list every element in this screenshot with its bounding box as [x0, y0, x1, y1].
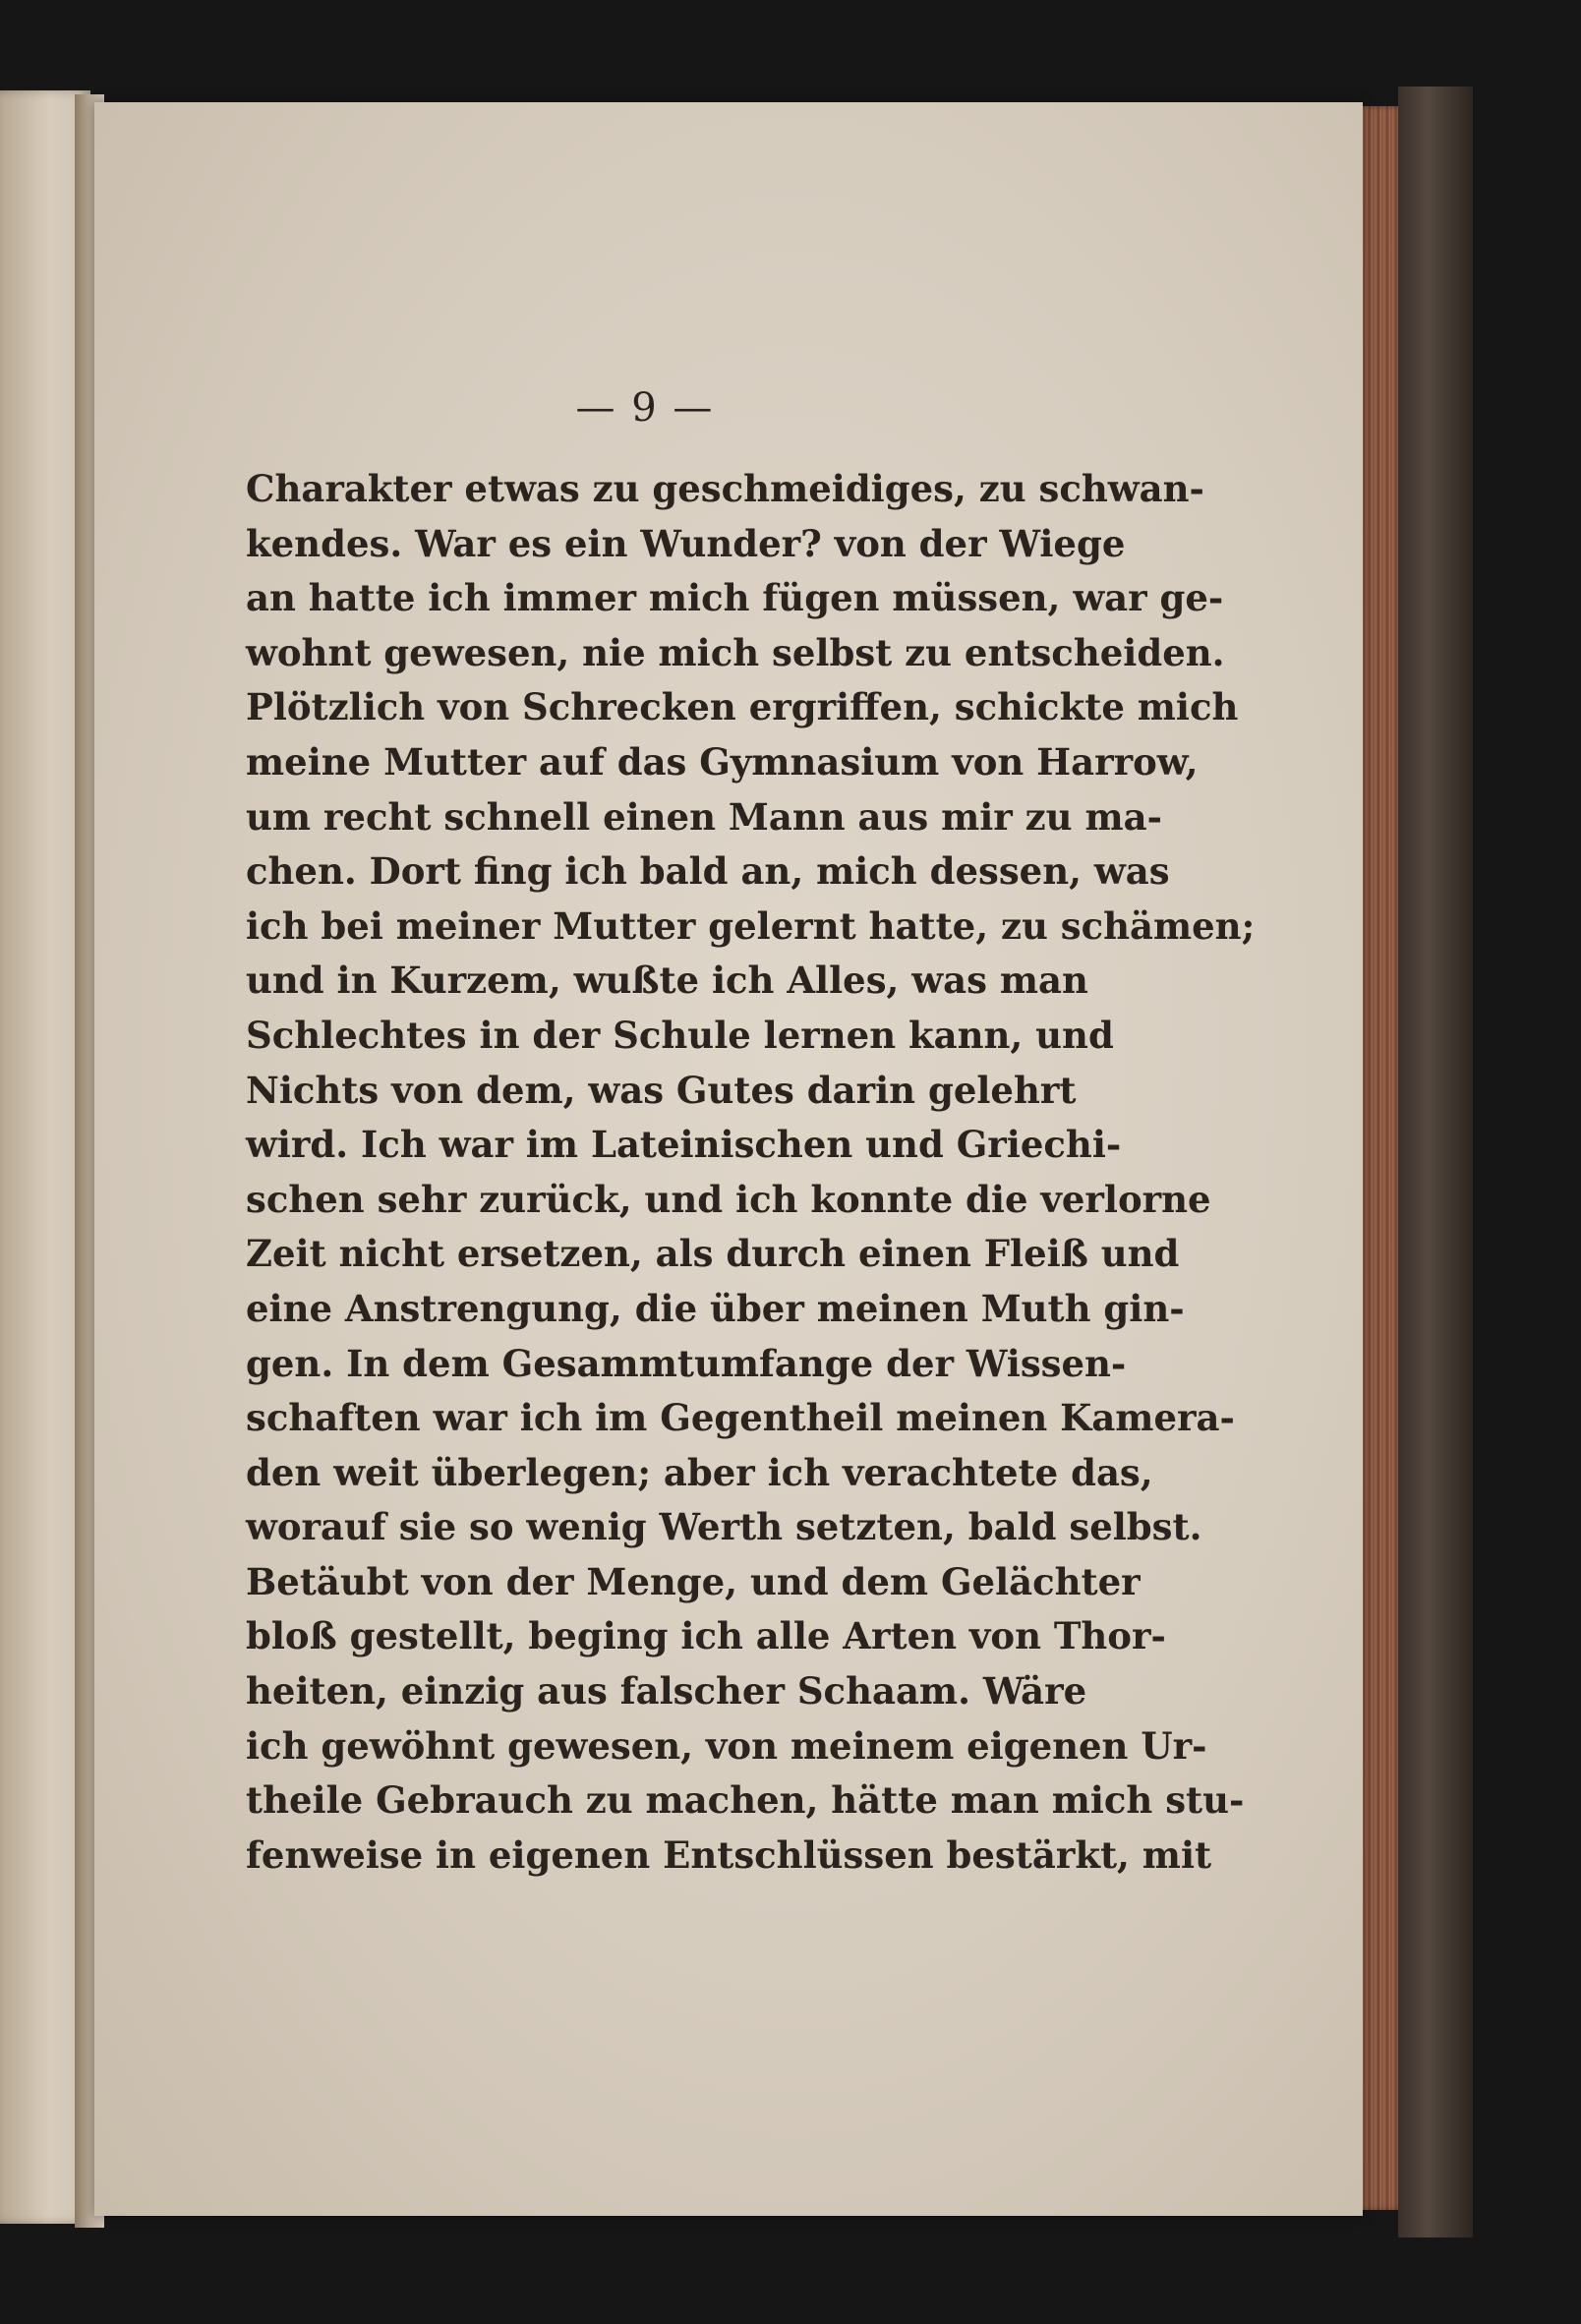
- text-line-3: an hatte ich immer mich fügen müssen, war ge-: [246, 576, 1224, 620]
- text-line-25: theile Gebrauch zu machen, hätte man mich stu-: [246, 1778, 1245, 1823]
- text-line-4: wohnt gewesen, nie mich selbst zu entscheiden.: [246, 630, 1225, 674]
- page-number-header: — 9 —: [575, 385, 715, 431]
- text-line-22: bloß gestellt, beging ich alle Arten von Thor-: [246, 1614, 1166, 1658]
- text-line-1: Charakter etwas zu geschmeidiges, zu schwan-: [246, 467, 1204, 510]
- text-line-21: Betäubt von der Menge, und dem Gelächter: [246, 1559, 1141, 1603]
- text-line-20: worauf sie so wenig Werth setzten, bald selbst.: [246, 1505, 1202, 1549]
- text-line-8: chen. Dort fing ich bald an, mich dessen, was: [246, 849, 1170, 894]
- text-line-6: meine Mutter auf das Gymnasium von Harrow,: [246, 739, 1199, 784]
- text-line-18: schaften war ich im Gegentheil meinen Kamera-: [246, 1396, 1235, 1440]
- text-line-16: eine Anstrengung, die über meinen Muth gin-: [246, 1286, 1185, 1330]
- book-cover-right: [1398, 87, 1473, 2237]
- text-line-10: und in Kurzem, wußte ich Alles, was man: [246, 959, 1088, 1003]
- text-line-7: um recht schnell einen Mann aus mir zu ma-: [246, 794, 1162, 839]
- text-line-15: Zeit nicht ersetzen, als durch einen Fleiß und: [246, 1232, 1180, 1276]
- text-line-26: fenweise in eigenen Entschlüssen bestärkt, mit: [246, 1832, 1212, 1877]
- text-line-5: Plötzlich von Schrecken ergriffen, schickte mich: [246, 685, 1239, 729]
- text-line-17: gen. In dem Gesammtumfange der Wissen-: [246, 1341, 1127, 1385]
- text-line-23: heiten, einzig aus falscher Schaam. Wäre: [246, 1669, 1087, 1714]
- page-body-text: [246, 462, 1256, 1883]
- text-line-24: ich gewöhnt gewesen, von meinem eigenen Ur-: [246, 1723, 1207, 1768]
- text-line-12: Nichts von dem, was Gutes darin gelehrt: [246, 1068, 1077, 1112]
- text-line-9: ich bei meiner Mutter gelernt hatte, zu schämen;: [246, 903, 1256, 948]
- text-line-2: kendes. War es ein Wunder? von der Wiege: [246, 521, 1126, 565]
- text-line-11: Schlechtes in der Schule lernen kann, und: [246, 1013, 1114, 1057]
- text-line-13: wird. Ich war im Lateinischen und Griechi-: [246, 1123, 1122, 1167]
- text-line-14: schen sehr zurück, und ich konnte die verlorne: [246, 1177, 1211, 1221]
- text-line-19: den weit überlegen; aber ich verachtete das,: [246, 1450, 1153, 1494]
